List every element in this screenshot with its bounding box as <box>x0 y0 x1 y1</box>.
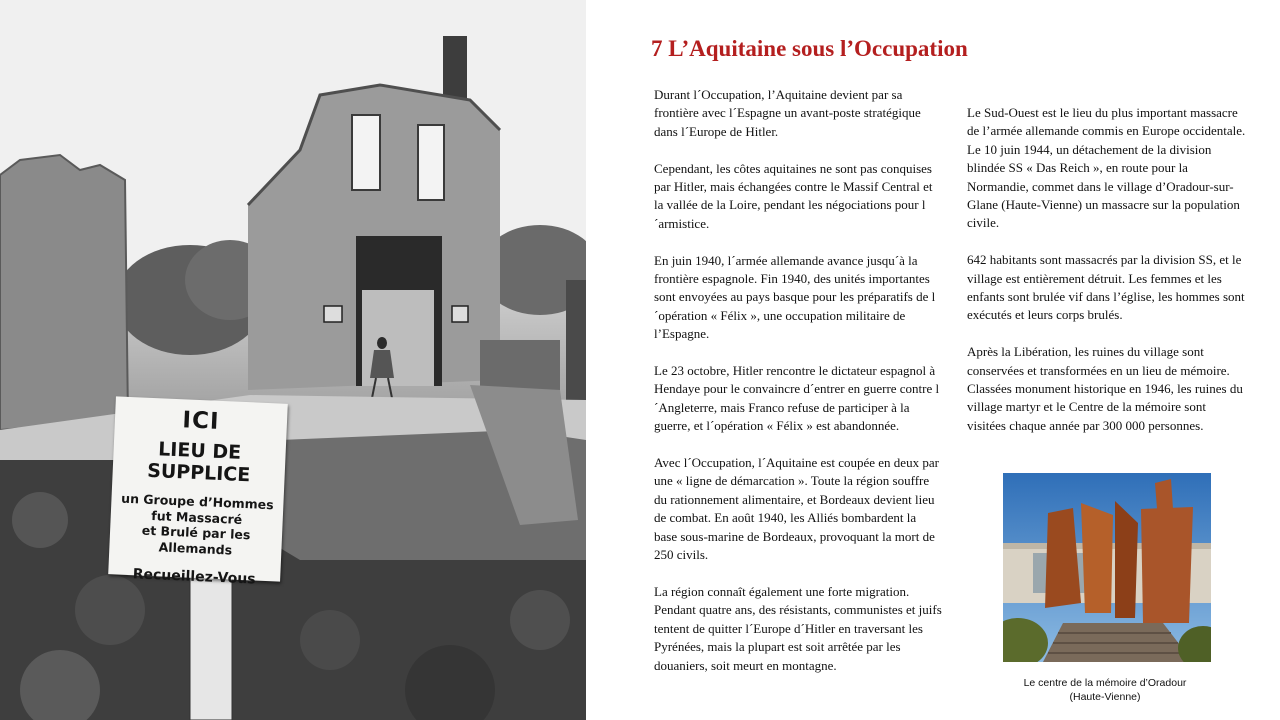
paragraph: Le 23 octobre, Hitler rencontre le dictateur espagnol à Hendaye pour le convaincre d´entrer en guerre contre l´Angleterre, mais Franco refuse de participer à la guerre, et l´opération « Félix » est abandonnée. <box>654 363 940 434</box>
sign-line-group-b: et Brulé par les Allemands <box>141 522 251 558</box>
paragraph: Cependant, les côtes aquitaines ne sont pas conquises par Hitler, mais échangées contre le Massif Central et la vallée de la Loire, pendant les négociations pour l´armistice. <box>654 160 933 231</box>
caption-line: (Haute-Vienne) <box>1069 691 1141 703</box>
sign-line-recueillez: Recueillez-Vous <box>132 565 256 588</box>
memorial-illustration <box>1003 473 1211 662</box>
paragraph: Le Sud-Ouest est le lieu du plus important massacre de l’armée allemande commis en Europe occidentale. Le 10 juin 1944, un détachement de la division blindée SS « Das Reich », en route pour la Normandie, commet dans le village d’Oradour-sur-Glane (Haute-Vienne) un massacre sur la population civile. <box>967 105 1246 231</box>
paragraph: 642 habitants sont massacrés par la division SS, et le village est entièrement détruit. Les femmes et les enfants sont brulée vif dans l’église, les hommes sont exécutés et leurs corps brulés. <box>967 252 1245 323</box>
paragraph: Durant l´Occupation, l’Aquitaine devient par sa frontière avec l´Espagne un avant-poste stratégique dans l´Europe de Hitler. <box>654 87 921 139</box>
sign-line-group-a: un Groupe d’Hommes fut Massacré <box>120 490 274 527</box>
caption-line: Le centre de la mémoire d’Oradour <box>1023 677 1187 689</box>
memorial-centre-photo <box>1003 473 1211 662</box>
ruins-illustration <box>0 0 586 720</box>
right-text-column <box>967 104 1247 454</box>
sign-line-lieu: LIEU DE SUPPLICE <box>146 438 251 487</box>
paragraph: En juin 1940, l´armée allemande avance jusqu´à la frontière espagnole. Fin 1940, des unités importantes sont envoyées au pays basque pour les préparatifs de l´opération « Félix », une occupation militaire de l’Espagne. <box>654 252 936 342</box>
memorial-sign <box>108 396 288 588</box>
paragraph: La région connaît également une forte migration. Pendant quatre ans, des résistants, communistes et juifs tentent de quitter l´Europe d´Hitler en traversant les Pyrénées, mais la plupart est soit arrêtée par les douaniers, soit meurt en montagne. <box>654 583 942 673</box>
paragraph: Après la Libération, les ruines du village sont conservées et transformées en un lieu de mémoire. Classées monument historique en 1946, les ruines du village martyr et le Centre de la mémoire sont visitées chaque année par 300 000 personnes. <box>967 344 1243 433</box>
paragraph: Avec l´Occupation, l´Aquitaine est coupée en deux par une « ligne de démarcation ». Toute la région souffre du rationnement alimentaire, et Bordeaux devient lieu de combat. En août 1940, les Alliés bombardent la base sous-marine de Bordeaux, provoquant la mort de 250 civils. <box>654 455 939 563</box>
memorial-caption <box>1000 676 1210 704</box>
sign-line-ici: ICI <box>181 407 221 435</box>
page-title: 7 L’Aquitaine sous l’Occupation <box>651 36 968 61</box>
oradour-ruins-photo <box>0 0 586 720</box>
left-text-column <box>654 86 942 693</box>
